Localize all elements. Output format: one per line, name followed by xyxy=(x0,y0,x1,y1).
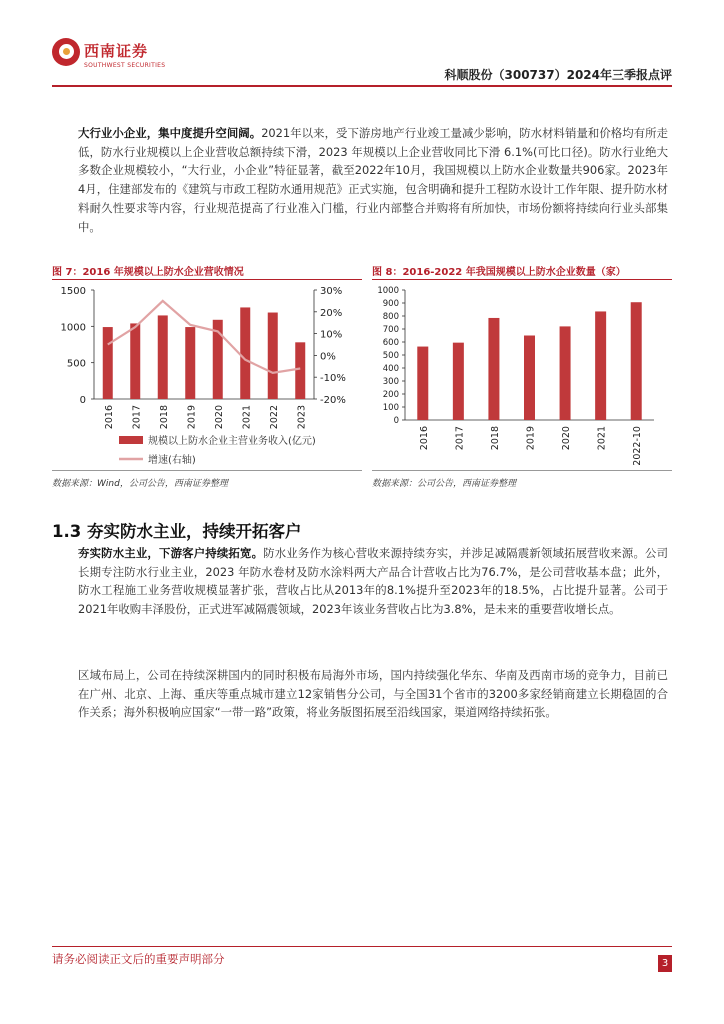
fig8-bottom-rule xyxy=(372,470,672,471)
fig7-bar xyxy=(130,323,140,399)
legend-bar-swatch xyxy=(119,436,143,444)
fig8-y-tick-label: 600 xyxy=(382,338,399,348)
fig8-bar xyxy=(631,302,642,420)
fig8-y-tick-label: 200 xyxy=(382,390,399,400)
fig8-y-tick-label: 900 xyxy=(382,299,399,309)
fig8-bar xyxy=(560,326,571,420)
fig7-right-tick-label: 0% xyxy=(320,351,336,363)
fig7-title: 图 7：2016 年规模以上防水企业营收情况 xyxy=(52,267,244,278)
fig7-left-tick-label: 1500 xyxy=(60,286,86,297)
paragraph-region xyxy=(78,666,668,722)
fig8-x-tick-label: 2021 xyxy=(596,426,608,451)
fig8-y-tick-label: 500 xyxy=(382,351,399,361)
page-number: 3 xyxy=(658,955,672,972)
fig7-left-tick-label: 1000 xyxy=(60,322,86,334)
paragraph-body: 2021年以来，受下游房地产行业竣工量减少影响，防水材料销量和价格均有所走低，防水行业规模以上企业营收总额持续下滑，2023 年规模以上企业营收同比下滑 6.1%(可比口径)。防水行业绝大多数企业规模较小，“大行业，小企业”特征显著，截至2022年10月，我国规模以上防水企业数量共906家。2023年4月，住建部发布的《建筑与市政工程防水通用规范》正式实施，包含明确和提升工程防水设计工作年限、提升防水材料耐久性要求等内容，行业规范提高了行业准入门槛，行业内部整合并购将有所加快，市场份额将持续向行业头部集中。 xyxy=(78,126,668,234)
fig8-title: 图 8：2016-2022 年我国规模以上防水企业数量（家） xyxy=(372,267,626,278)
logo-mark-icon xyxy=(52,38,80,66)
fig7-x-tick-label: 2020 xyxy=(213,405,225,430)
fig7-x-tick-label: 2023 xyxy=(296,405,308,430)
fig7-x-tick-label: 2021 xyxy=(241,405,253,430)
fig7-right-tick-label: 10% xyxy=(320,329,343,341)
fig7-title-rule xyxy=(52,279,362,280)
fig7-x-tick-label: 2022 xyxy=(268,405,280,430)
fig8-y-tick-label: 700 xyxy=(382,325,399,335)
footer-rule xyxy=(52,946,672,947)
fig7-bar xyxy=(185,327,195,399)
paragraph-body: 防水业务作为核心营收来源持续夯实，并涉足减隔震新领域拓展营收来源。公司长期专注防水行业主业，2023 年防水卷材及防水涂料两大产品合计营收占比为76.7%，是公司营收基本盘；此外，防水工程施工业务营收规模显著扩张，营收占比从2013年的8.1%提升至2023年的18.5%，占比提升显著。公司于2021年收购丰泽股份，正式进军减隔震领域，2023年该业务营收占比为3.8%，是未来的重要营收增长点。 xyxy=(78,546,668,617)
paragraph-industry xyxy=(78,124,668,236)
fig8-x-tick-label: 2016 xyxy=(418,426,430,451)
fig8-bar xyxy=(595,311,606,420)
fig7-bar xyxy=(295,342,305,399)
fig8-title-rule xyxy=(372,279,672,280)
fig7-bars xyxy=(103,307,306,399)
fig8-y-tick-label: 1000 xyxy=(377,286,399,296)
fig7-bar xyxy=(240,307,250,399)
fig7-x-tick-label: 2018 xyxy=(158,405,170,430)
fig8-y-tick-label: 0 xyxy=(393,416,399,426)
fig8-y-tick-label: 800 xyxy=(382,312,399,322)
fig7-bar xyxy=(103,327,113,399)
fig8-bar xyxy=(488,318,499,420)
fig8-y-tick-label: 400 xyxy=(382,364,399,374)
fig7-bottom-rule xyxy=(52,470,362,471)
fig7-left-tick-label: 0 xyxy=(79,395,86,406)
fig7-source: 数据来源：Wind，公司公告，西南证券整理 xyxy=(52,479,228,489)
fig8-bar xyxy=(524,336,535,421)
paragraph-business xyxy=(78,544,668,619)
fig8-chart xyxy=(372,282,672,470)
logo-cn-text: 西南证券 xyxy=(84,42,149,60)
fig7-legend xyxy=(119,434,316,466)
fig8-bar xyxy=(453,343,464,420)
logo-en-text: SOUTHWEST SECURITIES xyxy=(84,62,166,69)
fig7-axes xyxy=(91,290,317,399)
footer-disclaimer: 请务必阅读正文后的重要声明部分 xyxy=(52,952,225,966)
fig7-x-tick-label: 2017 xyxy=(131,405,143,430)
fig8-x-tick-label: 2018 xyxy=(489,426,501,451)
section-title: 1.3 夯实防水主业，持续开拓客户 xyxy=(52,522,302,541)
paragraph-lead: 大行业小企业，集中度提升空间阔。 xyxy=(78,126,262,140)
fig8-y-tick-label: 300 xyxy=(382,377,399,387)
report-title: 科顺股份（300737）2024年三季报点评 xyxy=(444,68,672,82)
fig8-x-tick-label: 2020 xyxy=(561,426,573,451)
fig8-x-tick-label: 2022-10 xyxy=(632,426,644,466)
fig7-right-tick-label: -20% xyxy=(320,395,346,406)
fig8-x-tick-label: 2017 xyxy=(454,426,466,451)
fig7-right-tick-label: 30% xyxy=(320,286,343,297)
fig7-x-tick-label: 2019 xyxy=(186,405,198,430)
fig8-bar xyxy=(417,347,428,420)
logo xyxy=(52,38,166,76)
fig8-bars xyxy=(417,302,641,420)
fig7-left-tick-label: 500 xyxy=(66,358,86,370)
fig8-x-tick-label: 2019 xyxy=(525,426,537,451)
paragraph-lead: 夯实防水主业，下游客户持续拓宽。 xyxy=(78,546,264,560)
fig7-chart xyxy=(52,282,362,470)
fig7-x-tick-label: 2016 xyxy=(103,405,115,430)
fig7-bar xyxy=(158,315,168,399)
fig7-right-tick-label: -10% xyxy=(320,373,346,385)
header-rule xyxy=(52,85,672,87)
fig7-right-tick-label: 20% xyxy=(320,307,343,319)
legend-bar-label: 规模以上防水企业主营业务收入(亿元) xyxy=(148,436,316,447)
fig8-source: 数据来源：公司公告，西南证券整理 xyxy=(372,479,517,489)
legend-line-label: 增速(右轴) xyxy=(148,455,196,466)
fig8-y-tick-label: 100 xyxy=(382,403,399,413)
fig7-bar xyxy=(268,313,278,399)
paragraph-body: 区域布局上，公司在持续深耕国内的同时积极布局海外市场，国内持续强化华东、华南及西南市场的竞争力，目前已在广州、北京、上海、重庆等重点城市建立12家销售分公司，与全国31个省市的3200多家经销商建立长期稳固的合作关系；海外积极响应国家“一带一路”政策，将业务版图拓展至沿线国家，渠道网络持续拓张。 xyxy=(78,668,668,720)
